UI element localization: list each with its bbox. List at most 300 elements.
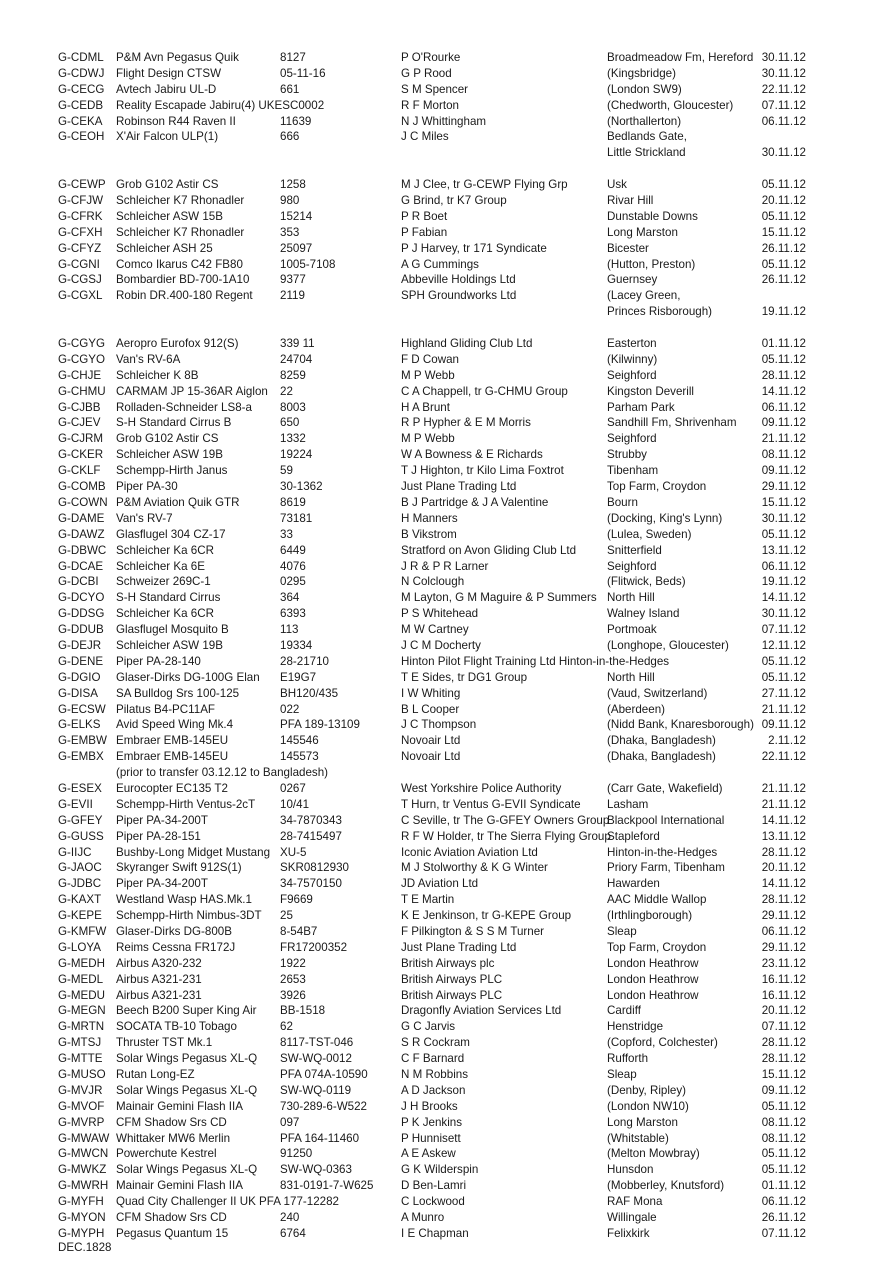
owner-cell: Novoair Ltd xyxy=(401,734,461,748)
aircraft-type-cell: Bushby-Long Midget Mustang xyxy=(116,845,271,859)
owner-cell: P S Whitehead xyxy=(401,607,479,621)
aircraft-type-cell: Thruster TST Mk.1 xyxy=(116,1036,213,1050)
table-row xyxy=(58,590,858,606)
table-row xyxy=(58,1067,858,1083)
registration-cell: G-DGIO xyxy=(58,670,101,684)
owner-cell: C A Chappell, tr G-CHMU Group xyxy=(401,384,568,398)
owner-cell: P Fabian xyxy=(401,225,448,239)
aircraft-type-cell: Schleicher K7 Rhonadler xyxy=(116,225,245,239)
registration-cell: G-MYFH xyxy=(58,1195,104,1209)
owner-cell: A E Askew xyxy=(401,1147,456,1161)
location-cell: London Heathrow xyxy=(607,956,699,970)
register-table xyxy=(58,50,858,1242)
date-cell: 21.11.12 xyxy=(761,797,806,811)
location-cell: Little Strickland xyxy=(607,146,686,160)
table-row xyxy=(58,988,858,1004)
date-cell: 05.11.12 xyxy=(761,209,806,223)
page-footer: DEC.1828 xyxy=(58,1241,112,1254)
registration-cell: G-CFYZ xyxy=(58,241,102,255)
table-row xyxy=(58,1115,858,1131)
date-cell: 22.11.12 xyxy=(761,750,806,764)
construction-number-cell: 19224 xyxy=(280,448,313,462)
registration-cell: G-MVOF xyxy=(58,1099,105,1113)
table-row xyxy=(58,241,858,257)
table-row xyxy=(58,1162,858,1178)
aircraft-type-cell: Solar Wings Pegasus XL-Q xyxy=(116,1052,258,1066)
registration-cell: G-MTSJ xyxy=(58,1036,102,1050)
aircraft-type-cell: Grob G102 Astir CS xyxy=(116,178,219,192)
construction-number-cell: 145546 xyxy=(280,734,319,748)
aircraft-type-cell: Glaser-Dirks DG-800B xyxy=(116,924,232,938)
date-cell: 14.11.12 xyxy=(761,591,806,605)
table-row xyxy=(58,670,858,686)
table-row xyxy=(58,272,858,288)
location-cell: Dunstable Downs xyxy=(607,209,698,223)
location-cell: (Flitwick, Beds) xyxy=(607,575,686,589)
location-cell: Sandhill Fm, Shrivenham xyxy=(607,416,737,430)
registration-cell: G-CEKA xyxy=(58,114,103,128)
owner-cell: J C M Docherty xyxy=(401,638,481,652)
location-cell: (Dhaka, Bangladesh) xyxy=(607,734,716,748)
date-cell: 06.11.12 xyxy=(761,924,806,938)
aircraft-type-cell: Mainair Gemini Flash IIA xyxy=(116,1179,243,1193)
location-cell: (Aberdeen) xyxy=(607,702,666,716)
construction-number-cell: 6393 xyxy=(280,607,306,621)
location-cell: (Kingsbridge) xyxy=(607,66,676,80)
construction-number-cell: 1922 xyxy=(280,956,306,970)
owner-cell: I W Whiting xyxy=(401,686,461,700)
construction-number-cell: PFA 189-13109 xyxy=(280,718,360,732)
owner-cell: P K Jenkins xyxy=(401,1115,463,1129)
date-cell: 05.11.12 xyxy=(761,257,806,271)
owner-cell: N J Whittingham xyxy=(401,114,487,128)
aircraft-type-cell: Schleicher K 8B xyxy=(116,368,199,382)
construction-number-cell: SW-WQ-0012 xyxy=(280,1052,352,1066)
table-row xyxy=(58,82,858,98)
date-cell: 09.11.12 xyxy=(761,1083,806,1097)
registration-cell: G-DEJR xyxy=(58,638,102,652)
aircraft-type-cell: Van's RV-7 xyxy=(116,511,173,525)
date-cell: 13.11.12 xyxy=(761,543,806,557)
owner-cell: M J Clee, tr G-CEWP Flying Grp xyxy=(401,178,568,192)
date-cell: 22.11.12 xyxy=(761,82,806,96)
construction-number-cell: 240 xyxy=(280,1211,300,1225)
construction-number-cell: F9669 xyxy=(280,893,313,907)
date-cell: 05.11.12 xyxy=(761,670,806,684)
owner-cell: A Munro xyxy=(401,1211,445,1225)
registration-cell: G-CJRM xyxy=(58,432,104,446)
table-row xyxy=(58,638,858,654)
date-cell: 08.11.12 xyxy=(761,448,806,462)
date-cell: 15.11.12 xyxy=(761,495,806,509)
registration-cell: G-CEWP xyxy=(58,178,106,192)
aircraft-type-cell: X'Air Falcon ULP(1) xyxy=(116,130,219,144)
table-row xyxy=(58,400,858,416)
owner-cell: Abbeville Holdings Ltd xyxy=(401,273,516,287)
date-cell: 13.11.12 xyxy=(761,829,806,843)
aircraft-type-cell: Solar Wings Pegasus XL-Q xyxy=(116,1163,258,1177)
table-row xyxy=(58,177,858,193)
owner-cell: A D Jackson xyxy=(401,1083,466,1097)
aircraft-type-cell: Embraer EMB-145EU xyxy=(116,750,229,764)
owner-cell: M P Webb xyxy=(401,432,455,446)
aircraft-type-cell: Schempp-Hirth Janus xyxy=(116,464,228,478)
owner-cell: A G Cummings xyxy=(401,257,479,271)
location-cell: Lasham xyxy=(607,797,649,811)
construction-number-cell: 8117-TST-046 xyxy=(280,1036,354,1050)
owner-cell: British Airways plc xyxy=(401,956,495,970)
table-row xyxy=(58,845,858,861)
owner-cell: JD Aviation Ltd xyxy=(401,877,479,891)
aircraft-type-cell: Skyranger Swift 912S(1) xyxy=(116,861,242,875)
registration-cell: G-CKLF xyxy=(58,464,101,478)
construction-number-cell: 113 xyxy=(280,623,299,637)
date-cell: 30.11.12 xyxy=(761,51,806,64)
owner-cell: P O'Rourke xyxy=(401,51,461,64)
owner-cell: W A Bowness & E Richards xyxy=(401,448,543,462)
registration-cell: G-DAWZ xyxy=(58,527,105,541)
date-cell: 15.11.12 xyxy=(761,1068,806,1081)
aircraft-type-cell: Schweizer 269C-1 xyxy=(116,575,211,589)
aircraft-type-cell: Whittaker MW6 Merlin xyxy=(116,1131,231,1145)
construction-number-cell: SW-WQ-0363 xyxy=(280,1163,352,1177)
aircraft-type-cell: Westland Wasp HAS.Mk.1 xyxy=(116,893,252,907)
table-row xyxy=(58,908,858,924)
location-cell: Broadmeadow Fm, Hereford xyxy=(607,51,754,64)
table-row xyxy=(58,495,858,511)
table-row xyxy=(58,463,858,479)
date-cell: 05.11.12 xyxy=(761,1099,806,1113)
owner-cell: P Hunnisett xyxy=(401,1131,461,1145)
location-cell: (Northallerton) xyxy=(607,114,682,128)
location-cell: Portmoak xyxy=(607,623,657,637)
table-row xyxy=(58,1131,858,1147)
table-row xyxy=(58,225,858,241)
table-row xyxy=(58,574,858,590)
table-row xyxy=(58,797,858,813)
table-row xyxy=(58,749,858,765)
registration-cell: G-CHMU xyxy=(58,384,106,398)
table-row xyxy=(58,733,858,749)
registration-cell: G-MWCN xyxy=(58,1147,109,1161)
location-cell: (London SW9) xyxy=(607,82,682,96)
table-row xyxy=(58,1210,858,1226)
construction-number-cell: 730-289-6-W522 xyxy=(280,1099,368,1113)
construction-number-cell: 34-7870343 xyxy=(280,813,342,827)
owner-cell: G K Wilderspin xyxy=(401,1163,479,1177)
registration-cell: G-MUSO xyxy=(58,1068,106,1081)
construction-number-cell: 666 xyxy=(280,130,300,144)
location-cell: London Heathrow xyxy=(607,972,699,986)
date-cell: 05.11.12 xyxy=(761,654,806,668)
table-row xyxy=(58,1099,858,1115)
aircraft-type-cell: Schleicher K7 Rhonadler xyxy=(116,194,245,208)
construction-number-cell: 8127 xyxy=(280,51,306,64)
construction-number-cell: 339 11 xyxy=(280,337,315,351)
registration-cell: G-DENE xyxy=(58,654,104,668)
table-row xyxy=(58,193,858,209)
construction-number-cell: 15214 xyxy=(280,209,313,223)
aircraft-type-cell: P&M Aviation Quik GTR xyxy=(116,495,240,509)
aircraft-type-cell: Schempp-Hirth Ventus-2cT xyxy=(116,797,256,811)
owner-cell: Iconic Aviation Aviation Ltd xyxy=(401,845,538,859)
location-cell: (Whitstable) xyxy=(607,1131,669,1145)
aircraft-type-cell: Schleicher Ka 6CR xyxy=(116,607,214,621)
location-cell: (Hutton, Preston) xyxy=(607,257,696,271)
location-cell: Long Marston xyxy=(607,225,678,239)
registration-cell: G-DCAE xyxy=(58,559,104,573)
table-row xyxy=(58,129,858,145)
table-row xyxy=(58,813,858,829)
table-row xyxy=(58,940,858,956)
owner-cell: S M Spencer xyxy=(401,82,469,96)
location-cell: Hawarden xyxy=(607,877,660,891)
construction-number-cell: 91250 xyxy=(280,1147,313,1161)
registration-cell: G-CHJE xyxy=(58,368,102,382)
aircraft-type-cell: Piper PA-28-151 xyxy=(116,829,201,843)
location-cell: Rufforth xyxy=(607,1052,649,1066)
construction-number-cell: 980 xyxy=(280,194,300,208)
owner-cell: B J Partridge & J A Valentine xyxy=(401,495,549,509)
registration-cell: G-MVJR xyxy=(58,1083,103,1097)
registration-cell: G-CGSJ xyxy=(58,273,102,287)
construction-number-cell: 2119 xyxy=(280,289,305,303)
owner-cell: R F Morton xyxy=(401,98,459,112)
location-cell: Princes Risborough) xyxy=(607,305,713,319)
location-cell: Bicester xyxy=(607,241,649,255)
aircraft-type-cell: Avid Speed Wing Mk.4 xyxy=(116,718,234,732)
date-cell: 26.11.12 xyxy=(761,1211,806,1225)
date-cell: 07.11.12 xyxy=(761,98,806,112)
construction-number-cell: 10/41 xyxy=(280,797,310,811)
registration-cell: G-MEDH xyxy=(58,956,106,970)
table-row xyxy=(58,559,858,575)
owner-cell: M Layton, G M Maguire & P Summers xyxy=(401,591,597,605)
registration-cell: G-CGNI xyxy=(58,257,100,271)
registration-cell: G-MWRH xyxy=(58,1179,109,1193)
construction-number-cell: 73181 xyxy=(280,511,313,525)
table-row xyxy=(58,876,858,892)
owner-cell: F D Cowan xyxy=(401,352,459,366)
location-cell: (Irthlingborough) xyxy=(607,909,693,923)
registration-cell: G-DISA xyxy=(58,686,98,700)
location-cell: Bedlands Gate, xyxy=(607,130,687,144)
registration-cell: G-MYON xyxy=(58,1211,106,1225)
owner-cell: West Yorkshire Police Authority xyxy=(401,781,562,795)
registration-cell: G-CDML xyxy=(58,51,104,64)
construction-number-cell: 831-0191-7-W625 xyxy=(280,1179,374,1193)
date-cell: 05.11.12 xyxy=(761,1163,806,1177)
aircraft-type-cell: Robin DR.400-180 Regent xyxy=(116,289,253,303)
aircraft-type-cell: Avtech Jabiru UL-D xyxy=(116,82,217,96)
registration-cell: G-MRTN xyxy=(58,1020,105,1034)
table-row xyxy=(58,288,858,304)
construction-number-cell: 1332 xyxy=(280,432,306,446)
construction-number-cell: BH120/435 xyxy=(280,686,339,700)
owner-cell: British Airways PLC xyxy=(401,972,503,986)
date-cell: 06.11.12 xyxy=(761,114,806,128)
location-cell: Kingston Deverill xyxy=(607,384,694,398)
date-cell: 07.11.12 xyxy=(761,1020,806,1034)
owner-cell: R P Hypher & E M Morris xyxy=(401,416,531,430)
table-row xyxy=(58,1051,858,1067)
date-cell: 08.11.12 xyxy=(761,1131,806,1145)
aircraft-type-cell: Schempp-Hirth Nimbus-3DT xyxy=(116,909,262,923)
date-cell: 21.11.12 xyxy=(761,702,806,716)
registration-cell: G-DCYO xyxy=(58,591,105,605)
aircraft-type-cell: Schleicher Ka 6CR xyxy=(116,543,214,557)
owner-cell: B Vikstrom xyxy=(401,527,457,541)
construction-number-cell: 8619 xyxy=(280,495,306,509)
date-cell: 21.11.12 xyxy=(761,781,806,795)
owner-cell: C Lockwood xyxy=(401,1195,465,1209)
date-cell: 08.11.12 xyxy=(761,1115,806,1129)
table-row xyxy=(58,1146,858,1162)
owner-cell: Stratford on Avon Gliding Club Ltd xyxy=(401,543,577,557)
location-cell: (Dhaka, Bangladesh) xyxy=(607,750,716,764)
table-row xyxy=(58,860,858,876)
date-cell: 2.11.12 xyxy=(768,734,806,748)
location-cell: (Carr Gate, Wakefield) xyxy=(607,781,723,795)
table-row xyxy=(58,384,858,400)
location-cell: (Nidd Bank, Knaresborough) xyxy=(607,718,754,732)
aircraft-type-cell: Comco Ikarus C42 FB80 xyxy=(116,257,243,271)
registration-cell: G-ELKS xyxy=(58,718,101,732)
construction-number-cell: 25097 xyxy=(280,241,313,255)
aircraft-type-cell: SOCATA TB-10 Tobago xyxy=(116,1020,237,1034)
aircraft-type-cell: Bombardier BD-700-1A10 xyxy=(116,273,250,287)
date-cell: 20.11.12 xyxy=(761,861,806,875)
location-cell: Rivar Hill xyxy=(607,194,654,208)
construction-number-cell: 30-1362 xyxy=(280,480,323,494)
registration-cell: G-MVRP xyxy=(58,1115,105,1129)
location-cell: Parham Park xyxy=(607,400,675,414)
aircraft-type-cell: Quad City Challenger II UK PFA 177-12282 xyxy=(116,1195,339,1209)
construction-number-cell: 353 xyxy=(280,225,300,239)
construction-number-cell: 8003 xyxy=(280,400,306,414)
aircraft-type-cell: S-H Standard Cirrus xyxy=(116,591,221,605)
location-cell: (London NW10) xyxy=(607,1099,689,1113)
registration-cell: G-CEDB xyxy=(58,98,104,112)
table-row xyxy=(58,892,858,908)
owner-cell: British Airways PLC xyxy=(401,988,503,1002)
owner-cell: J C Miles xyxy=(401,130,449,144)
date-cell: 05.11.12 xyxy=(761,352,806,366)
table-row xyxy=(58,304,858,320)
location-cell: Top Farm, Croydon xyxy=(607,480,707,494)
owner-cell: Just Plane Trading Ltd xyxy=(401,480,517,494)
table-row xyxy=(58,352,858,368)
location-cell: (Melton Mowbray) xyxy=(607,1147,700,1161)
construction-number-cell: 62 xyxy=(280,1020,293,1034)
aircraft-type-cell: Schleicher ASW 19B xyxy=(116,448,223,462)
location-cell: (Longhope, Gloucester) xyxy=(607,638,729,652)
registration-cell: G-DCBI xyxy=(58,575,99,589)
construction-number-cell: 34-7570150 xyxy=(280,877,342,891)
registration-cell: G-CFJW xyxy=(58,194,104,208)
date-cell: 15.11.12 xyxy=(761,225,806,239)
date-cell: 07.11.12 xyxy=(761,623,806,637)
table-row xyxy=(58,1083,858,1099)
date-cell: 06.11.12 xyxy=(761,559,806,573)
registration-cell: G-MEDL xyxy=(58,972,104,986)
registration-cell: G-KAXT xyxy=(58,893,102,907)
table-row xyxy=(58,1226,858,1242)
registration-cell: G-MWKZ xyxy=(58,1163,107,1177)
owner-cell: H A Brunt xyxy=(401,400,450,414)
construction-number-cell: 33 xyxy=(280,527,293,541)
location-cell: (Chedworth, Gloucester) xyxy=(607,98,734,112)
owner-cell: B L Cooper xyxy=(401,702,460,716)
location-cell: Sleap xyxy=(607,924,637,938)
registration-cell: G-EMBX xyxy=(58,750,104,764)
date-cell: 28.11.12 xyxy=(761,1036,806,1050)
table-row xyxy=(58,1035,858,1051)
owner-cell: Dragonfly Aviation Services Ltd xyxy=(401,1004,562,1018)
location-cell: Sleap xyxy=(607,1068,637,1081)
registration-cell: G-MTTE xyxy=(58,1052,103,1066)
construction-number-cell: 28-21710 xyxy=(280,654,329,668)
date-cell: 29.11.12 xyxy=(761,480,806,494)
registration-cell: G-DAME xyxy=(58,511,105,525)
registration-cell: G-KMFW xyxy=(58,924,107,938)
construction-number-cell: E19G7 xyxy=(280,670,317,684)
registration-cell: G-JDBC xyxy=(58,877,102,891)
construction-number-cell: 19334 xyxy=(280,638,313,652)
registration-cell: G-KEPE xyxy=(58,909,102,923)
aircraft-type-cell: CFM Shadow Srs CD xyxy=(116,1115,227,1129)
table-row xyxy=(58,209,858,225)
registration-cell: G-GFEY xyxy=(58,813,103,827)
construction-number-cell: XU-5 xyxy=(280,845,307,859)
location-cell: Seighford xyxy=(607,368,657,382)
aircraft-type-cell: SA Bulldog Srs 100-125 xyxy=(116,686,240,700)
location-cell: Felixkirk xyxy=(607,1226,650,1240)
registration-cell: G-CJBB xyxy=(58,400,101,414)
location-cell: Hunsdon xyxy=(607,1163,654,1177)
date-cell: 29.11.12 xyxy=(761,940,806,954)
location-cell: Snitterfield xyxy=(607,543,662,557)
aircraft-type-cell: CFM Shadow Srs CD xyxy=(116,1211,227,1225)
aircraft-type-cell: Beech B200 Super King Air xyxy=(116,1004,257,1018)
owner-cell: Highland Gliding Club Ltd xyxy=(401,337,533,351)
registration-cell: G-EMBW xyxy=(58,734,107,748)
owner-cell: K E Jenkinson, tr G-KEPE Group xyxy=(401,909,572,923)
location-cell: London Heathrow xyxy=(607,988,699,1002)
owner-cell: P J Harvey, tr 171 Syndicate xyxy=(401,241,547,255)
aircraft-type-cell: Airbus A321-231 xyxy=(116,972,202,986)
location-cell: Stapleford xyxy=(607,829,660,843)
aircraft-type-cell: Rolladen-Schneider LS8-a xyxy=(116,400,252,414)
location-cell: Henstridge xyxy=(607,1020,664,1034)
date-cell: 28.11.12 xyxy=(761,368,806,382)
date-cell: 28.11.12 xyxy=(761,845,806,859)
owner-cell: Hinton Pilot Flight Training Ltd Hinton-in-the-Hedges xyxy=(401,654,670,668)
owner-cell: N M Robbins xyxy=(401,1068,469,1081)
aircraft-type-cell: Glasflugel Mosquito B xyxy=(116,623,229,637)
owner-cell: G C Jarvis xyxy=(401,1020,456,1034)
aircraft-type-cell: Eurocopter EC135 T2 xyxy=(116,781,228,795)
owner-cell: T J Highton, tr Kilo Lima Foxtrot xyxy=(401,464,564,478)
owner-cell: J H Brooks xyxy=(401,1099,458,1113)
table-row xyxy=(58,702,858,718)
registration-cell: G-GUSS xyxy=(58,829,104,843)
date-cell: 20.11.12 xyxy=(761,194,806,208)
registration-cell: G-MEDU xyxy=(58,988,106,1002)
owner-cell: T Hurn, tr Ventus G-EVII Syndicate xyxy=(401,797,581,811)
owner-cell: Novoair Ltd xyxy=(401,750,461,764)
owner-cell: C Seville, tr The G-GFEY Owners Group xyxy=(401,813,610,827)
